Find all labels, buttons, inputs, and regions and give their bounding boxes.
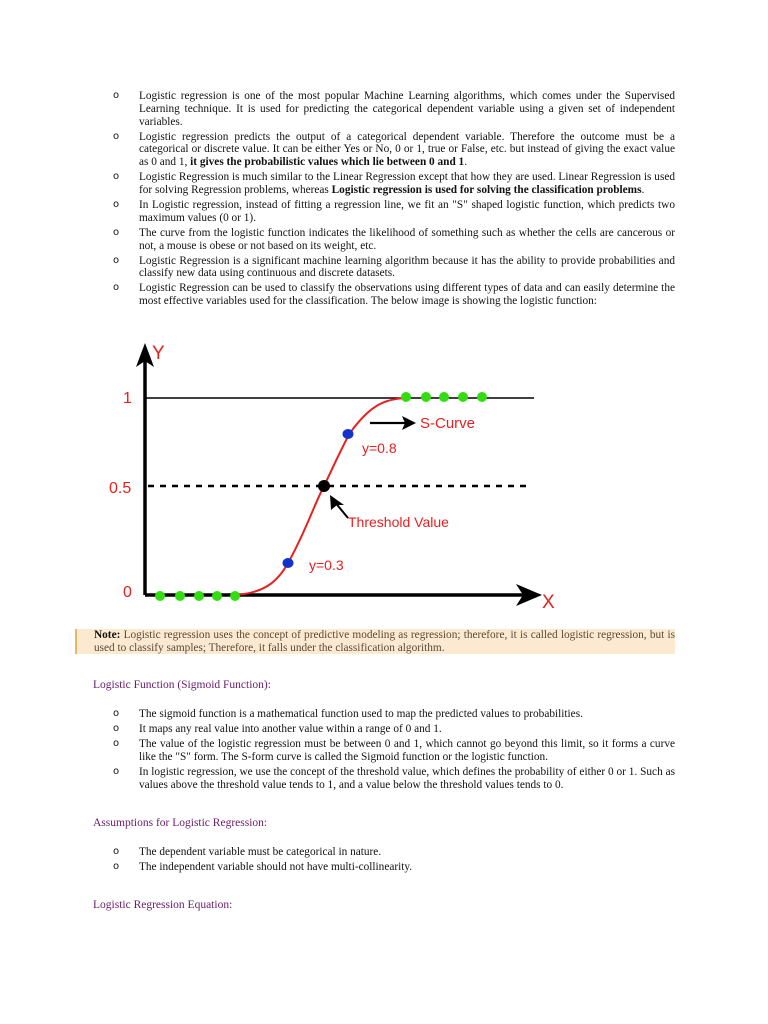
bullet-icon: o — [113, 130, 120, 142]
list-item: o Logistic regression predicts the output of a categorical dependent variable. Therefore the outcome must be a categorical or discrete value. It can be either Yes or No, 0 or 1, true or False, etc. but instead of giving the exact value as 0 and 1, it gives the probabilistic values which lie between 0 and 1. — [113, 130, 675, 169]
bullet-icon: o — [113, 171, 120, 183]
bullet-icon: o — [113, 737, 120, 749]
bullet-icon: o — [113, 846, 120, 857]
bullet-icon: o — [113, 90, 120, 101]
note-box — [75, 629, 675, 654]
y-tick-label: 0 — [123, 584, 132, 601]
intro-bullet-list — [113, 90, 675, 310]
bullet-icon: o — [113, 254, 120, 266]
list-item: o Logistic Regression is much similar to the Linear Regression except that how they are used. Linear Regression is used for solving Regression problems, whereas Logistic regression is used for solving the classification problems. — [113, 171, 675, 196]
bullet-icon: o — [113, 860, 120, 872]
data-point — [421, 392, 431, 402]
blue-point-low — [283, 558, 294, 568]
section-heading-assumptions: Assumptions for Logistic Regression: — [93, 817, 268, 829]
threshold-arrow-icon — [330, 495, 344, 510]
list-item: o Logistic Regression can be used to classify the observations using different types of data and can easily determine the most effective variables used for the classification. The below image is showing the logistic function: — [113, 282, 675, 308]
data-point — [212, 591, 222, 601]
bullet-icon: o — [113, 722, 120, 734]
list-item: o The curve from the logistic function indicates the likelihood of something such as whether the cells are cancerous or not, a mouse is obese or not based on its weight, etc. — [113, 226, 675, 252]
y-tick-label: 1 — [123, 390, 132, 407]
s-curve-label: S-Curve — [420, 415, 476, 432]
y-tick-label: 0.5 — [109, 480, 132, 497]
data-point — [155, 591, 165, 601]
bullet-icon: o — [113, 282, 120, 294]
data-point — [230, 591, 240, 601]
y-high-label: y=0.8 — [362, 440, 397, 456]
bullet-icon: o — [113, 765, 120, 777]
list-item: o Logistic Regression is a significant machine learning algorithm because it has the ability to provide probabilities and classify new data using continuous and discrete datasets. — [113, 254, 675, 280]
bullet-icon: o — [113, 198, 120, 210]
logistic-function-figure — [100, 335, 560, 620]
data-point — [194, 591, 204, 601]
list-item: o The independent variable should not have multi-collinearity. — [113, 860, 413, 873]
list-item: o The value of the logistic regression must be between 0 and 1, which cannot go beyond this limit, so it forms a curve like the "S" form. The S-form curve is called the Sigmoid function or the logistic function. — [113, 737, 675, 763]
data-point — [175, 591, 185, 601]
sigmoid-bullet-list — [113, 708, 675, 794]
bullet-icon: o — [113, 226, 120, 238]
y-low-label: y=0.3 — [309, 557, 344, 573]
assumptions-bullet-list — [113, 846, 675, 876]
data-point — [458, 392, 468, 402]
threshold-point — [318, 480, 330, 492]
y-axis-label: Y — [152, 343, 165, 364]
list-item: o Logistic regression is one of the most popular Machine Learning algorithms, which comes under the Supervised Learning technique. It is used for predicting the categorical dependent variable using a given set of independent variables. — [113, 90, 675, 128]
data-point — [439, 392, 449, 402]
note-text: Logistic regression uses the concept of predictive modeling as regression; therefore, it is called logistic regression, but is used to classify samples; Therefore, it falls under the classification algorithm. — [94, 629, 675, 654]
x-axis-label: X — [542, 592, 555, 613]
section-heading-equation: Logistic Regression Equation: — [93, 899, 233, 911]
blue-point-high — [343, 429, 354, 439]
list-item: o The sigmoid function is a mathematical function used to map the predicted values to probabilities. — [113, 708, 583, 720]
threshold-label: Threshold Value — [348, 514, 449, 530]
list-item: o The dependent variable must be categorical in nature. — [113, 846, 382, 858]
list-item: o It maps any real value into another value within a range of 0 and 1. — [113, 722, 442, 735]
note-label: Note: — [94, 629, 121, 641]
list-item: o In Logistic regression, instead of fitting a regression line, we fit an "S" shaped logistic function, which predicts two maximum values (0 or 1). — [113, 198, 675, 224]
list-item: o In logistic regression, we use the concept of the threshold value, which defines the probability of either 0 or 1. Such as values above the threshold value tends to 1, and a value below the threshold values tends to 0. — [113, 765, 675, 791]
bullet-icon: o — [113, 708, 120, 719]
data-point — [401, 392, 411, 402]
section-heading-sigmoid: Logistic Function (Sigmoid Function): — [93, 679, 271, 691]
green-points-high — [401, 392, 487, 402]
data-point — [477, 392, 487, 402]
